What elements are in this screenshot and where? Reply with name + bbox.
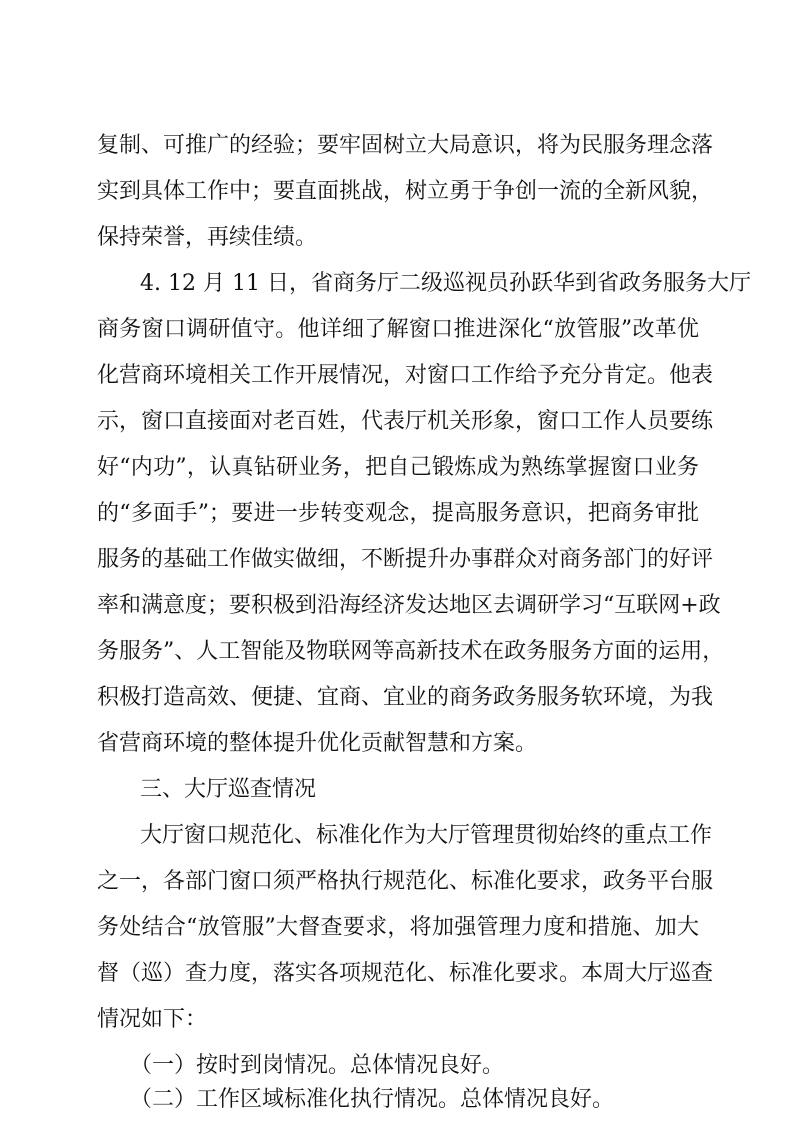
section-heading: 三、大厅巡查情况	[140, 777, 317, 802]
body-line: 实到具体工作中；要直面挑战，树立勇于争创一流的全新风貌，	[97, 179, 714, 204]
body-line: 务处结合“放管服”大督查要求，将加强管理力度和措施、加大	[97, 915, 699, 940]
body-line: 的“多面手”；要进一步转变观念，提高服务意识，把商务审批	[97, 501, 699, 526]
body-line: 务服务”、人工智能及物联网等高新技术在政务服务方面的运用，	[97, 639, 725, 664]
body-line: 率和满意度；要积极到沿海经济发达地区去调研学习“互联网+政	[97, 593, 721, 618]
body-line: 保持荣誉，再续佳绩。	[97, 225, 318, 250]
body-line: 服务的基础工作做实做细，不断提升办事群众对商务部门的好评	[97, 547, 714, 572]
body-line: 积极打造高效、便捷、宜商、宜业的商务政务服务软环境，为我	[97, 685, 714, 710]
body-line: 好“内功”，认真钻研业务，把自己锻炼成为熟练掌握窗口业务	[97, 455, 699, 480]
paragraph-start-line: 4. 12 月 11 日，省商务厅二级巡视员孙跃华到省政务服务大厅	[140, 271, 751, 296]
body-line: 商务窗口调研值守。他详细了解窗口推进深化“放管服”改革优	[97, 317, 699, 342]
body-line: 化营商环境相关工作开展情况，对窗口工作给予充分肯定。他表	[97, 363, 714, 388]
body-line: 示，窗口直接面对老百姓，代表厅机关形象，窗口工作人员要练	[97, 409, 714, 434]
subsection-item: （二）工作区域标准化执行情况。总体情况良好。	[130, 1087, 615, 1112]
body-line: 情况如下：	[97, 1007, 208, 1032]
body-line: 复制、可推广的经验；要牢固树立大局意识，将为民服务理念落	[97, 133, 714, 158]
subsection-item: （一）按时到岗情况。总体情况良好。	[130, 1053, 505, 1078]
body-line: 省营商环境的整体提升优化贡献智慧和方案。	[97, 731, 538, 756]
body-line: 督（巡）查力度，落实各项规范化、标准化要求。本周大厅巡查	[97, 961, 714, 986]
paragraph-start-line: 大厅窗口规范化、标准化作为大厅管理贯彻始终的重点工作	[140, 823, 713, 848]
body-line: 之一，各部门窗口须严格执行规范化、标准化要求，政务平台服	[97, 869, 714, 894]
